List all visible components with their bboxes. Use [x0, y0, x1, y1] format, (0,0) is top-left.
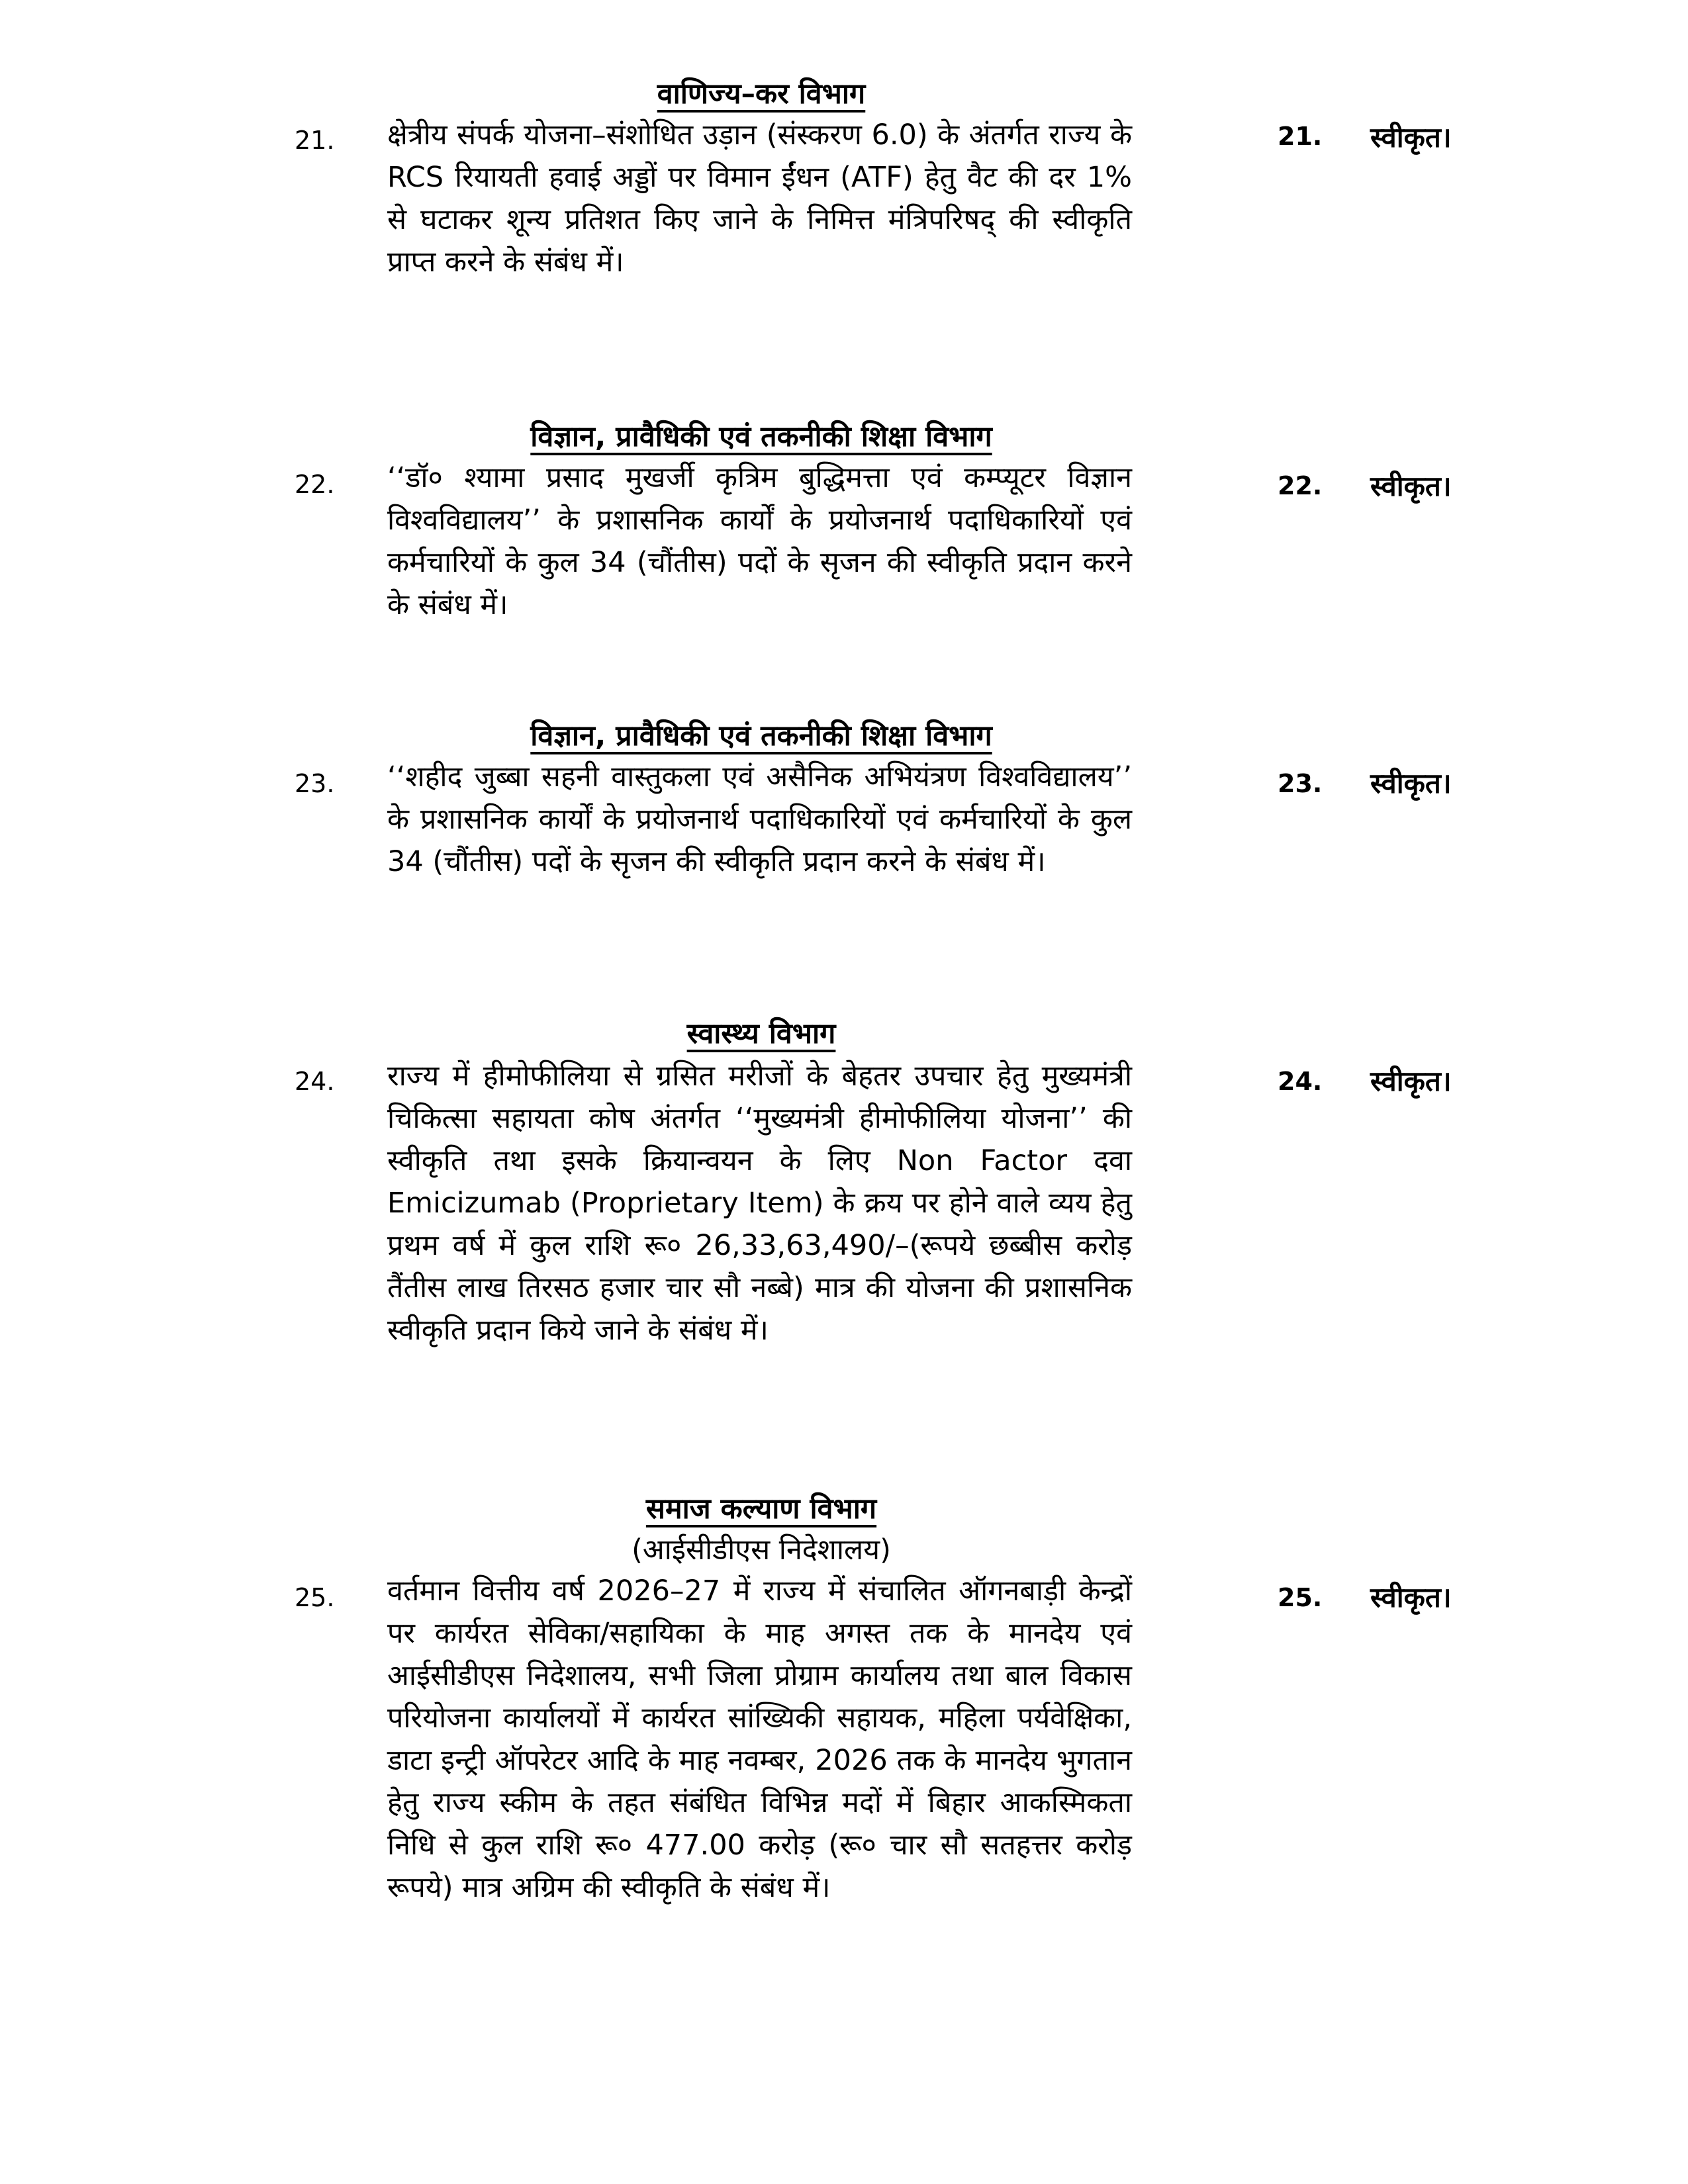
result-number: 22.: [1278, 471, 1323, 500]
result-status: स्वीकृत।: [1370, 121, 1452, 154]
item-description: ‘‘डॉ० श्यामा प्रसाद मुखर्जी कृत्रिम बुद्धिमत्ता एवं कम्प्यूटर विज्ञान विश्वविद्यालय’’ के प्रशासनिक कार्यों के प्रयोजनार्थ पदाधिकारियों एवं कर्मचारियों के कुल 34 (चौंतीस) पदों के सृजन की स्वीकृति प्रदान करने के संबंध में।: [387, 461, 1132, 621]
sub-department-heading: (आईसीडीएस निदेशालय): [632, 1533, 891, 1567]
result-status: स्वीकृत।: [1370, 1065, 1452, 1097]
department-heading: विज्ञान, प्रावैधिकी एवं तकनीकी शिक्षा विभाग: [530, 420, 992, 453]
result-number: 23.: [1278, 769, 1323, 798]
item-description: राज्य में हीमोफीलिया से ग्रसित मरीजों के बेहतर उपचार हेतु मुख्यमंत्री चिकित्सा सहायता कोष अंतर्गत ‘‘मुख्यमंत्री हीमोफीलिया योजना’’ की स्वीकृति तथा इसके क्रियान्वयन के लिए Non Factor दवा Emicizumab (Proprietary Item) के क्रय पर होने वाले व्यय हेतु प्रथम वर्ष में कुल राशि रू० 26,33,63,490/–(रूपये छब्बीस करोड़ तैंतीस लाख तिरसठ हजार चार सौ नब्बे) मात्र की योजना की प्रशासनिक स्वीकृति प्रदान किये जाने के संबंध में।: [387, 1060, 1132, 1347]
result-status: स्वीकृत।: [1370, 470, 1452, 502]
item-number: 21.: [295, 126, 335, 155]
department-heading: स्वास्थ्य विभाग: [686, 1017, 836, 1050]
item-number: 24.: [295, 1067, 335, 1096]
department-heading: वाणिज्य–कर विभाग: [657, 77, 866, 111]
item-number: 23.: [295, 769, 335, 798]
item-description: ‘‘शहीद जुब्बा सहनी वास्तुकला एवं असैनिक अभियंत्रण विश्वविद्यालय’’ के प्रशासनिक कार्यों के प्रयोजनार्थ पदाधिकारियों एवं कर्मचारियों के कुल 34 (चौंतीस) पदों के सृजन की स्वीकृति प्रदान करने के संबंध में।: [387, 760, 1132, 878]
item-number: 22.: [295, 470, 335, 499]
result-number: 24.: [1278, 1067, 1323, 1096]
result-status: स्वीकृत।: [1370, 1581, 1452, 1614]
item-description: क्षेत्रीय संपर्क योजना–संशोधित उड़ान (संस्करण 6.0) के अंतर्गत राज्य के RCS रियायती हवाई अड्डों पर विमान ईंधन (ATF) हेतु वैट की दर 1% से घटाकर शून्य प्रतिशत किए जाने के निमित्त मंत्रिपरिषद् की स्वीकृति प्राप्त करने के संबंध में।: [387, 118, 1132, 279]
result-number: 21.: [1278, 122, 1323, 151]
result-status: स्वीकृत।: [1370, 767, 1452, 799]
item-description: वर्तमान वित्तीय वर्ष 2026–27 में राज्य में संचालित ऑगनबाड़ी केन्द्रों पर कार्यरत सेविका/सहायिका के माह अगस्त तक के मानदेय एवं आईसीडीएस निदेशालय, सभी जिला प्रोग्राम कार्यालय तथा बाल विकास परियोजना कार्यालयों में कार्यरत सांख्यिकी सहायक, महिला पर्यवेक्षिका, डाटा इन्ट्री ऑपरेटर आदि के माह नवम्बर, 2026 तक के मानदेय भुगतान हेतु राज्य स्कीम के तहत संबंधित विभिन्न मदों में बिहार आकस्मिकता निधि से कुल राशि रू० 477.00 करोड़ (रू० चार सौ सतहत्तर करोड़ रूपये) मात्र अग्रिम की स्वीकृति के संबंध में।: [387, 1574, 1132, 1904]
item-number: 25.: [295, 1583, 335, 1612]
department-heading: विज्ञान, प्रावैधिकी एवं तकनीकी शिक्षा विभाग: [530, 719, 992, 752]
department-heading: समाज कल्याण विभाग: [645, 1492, 877, 1525]
result-number: 25.: [1278, 1583, 1323, 1612]
